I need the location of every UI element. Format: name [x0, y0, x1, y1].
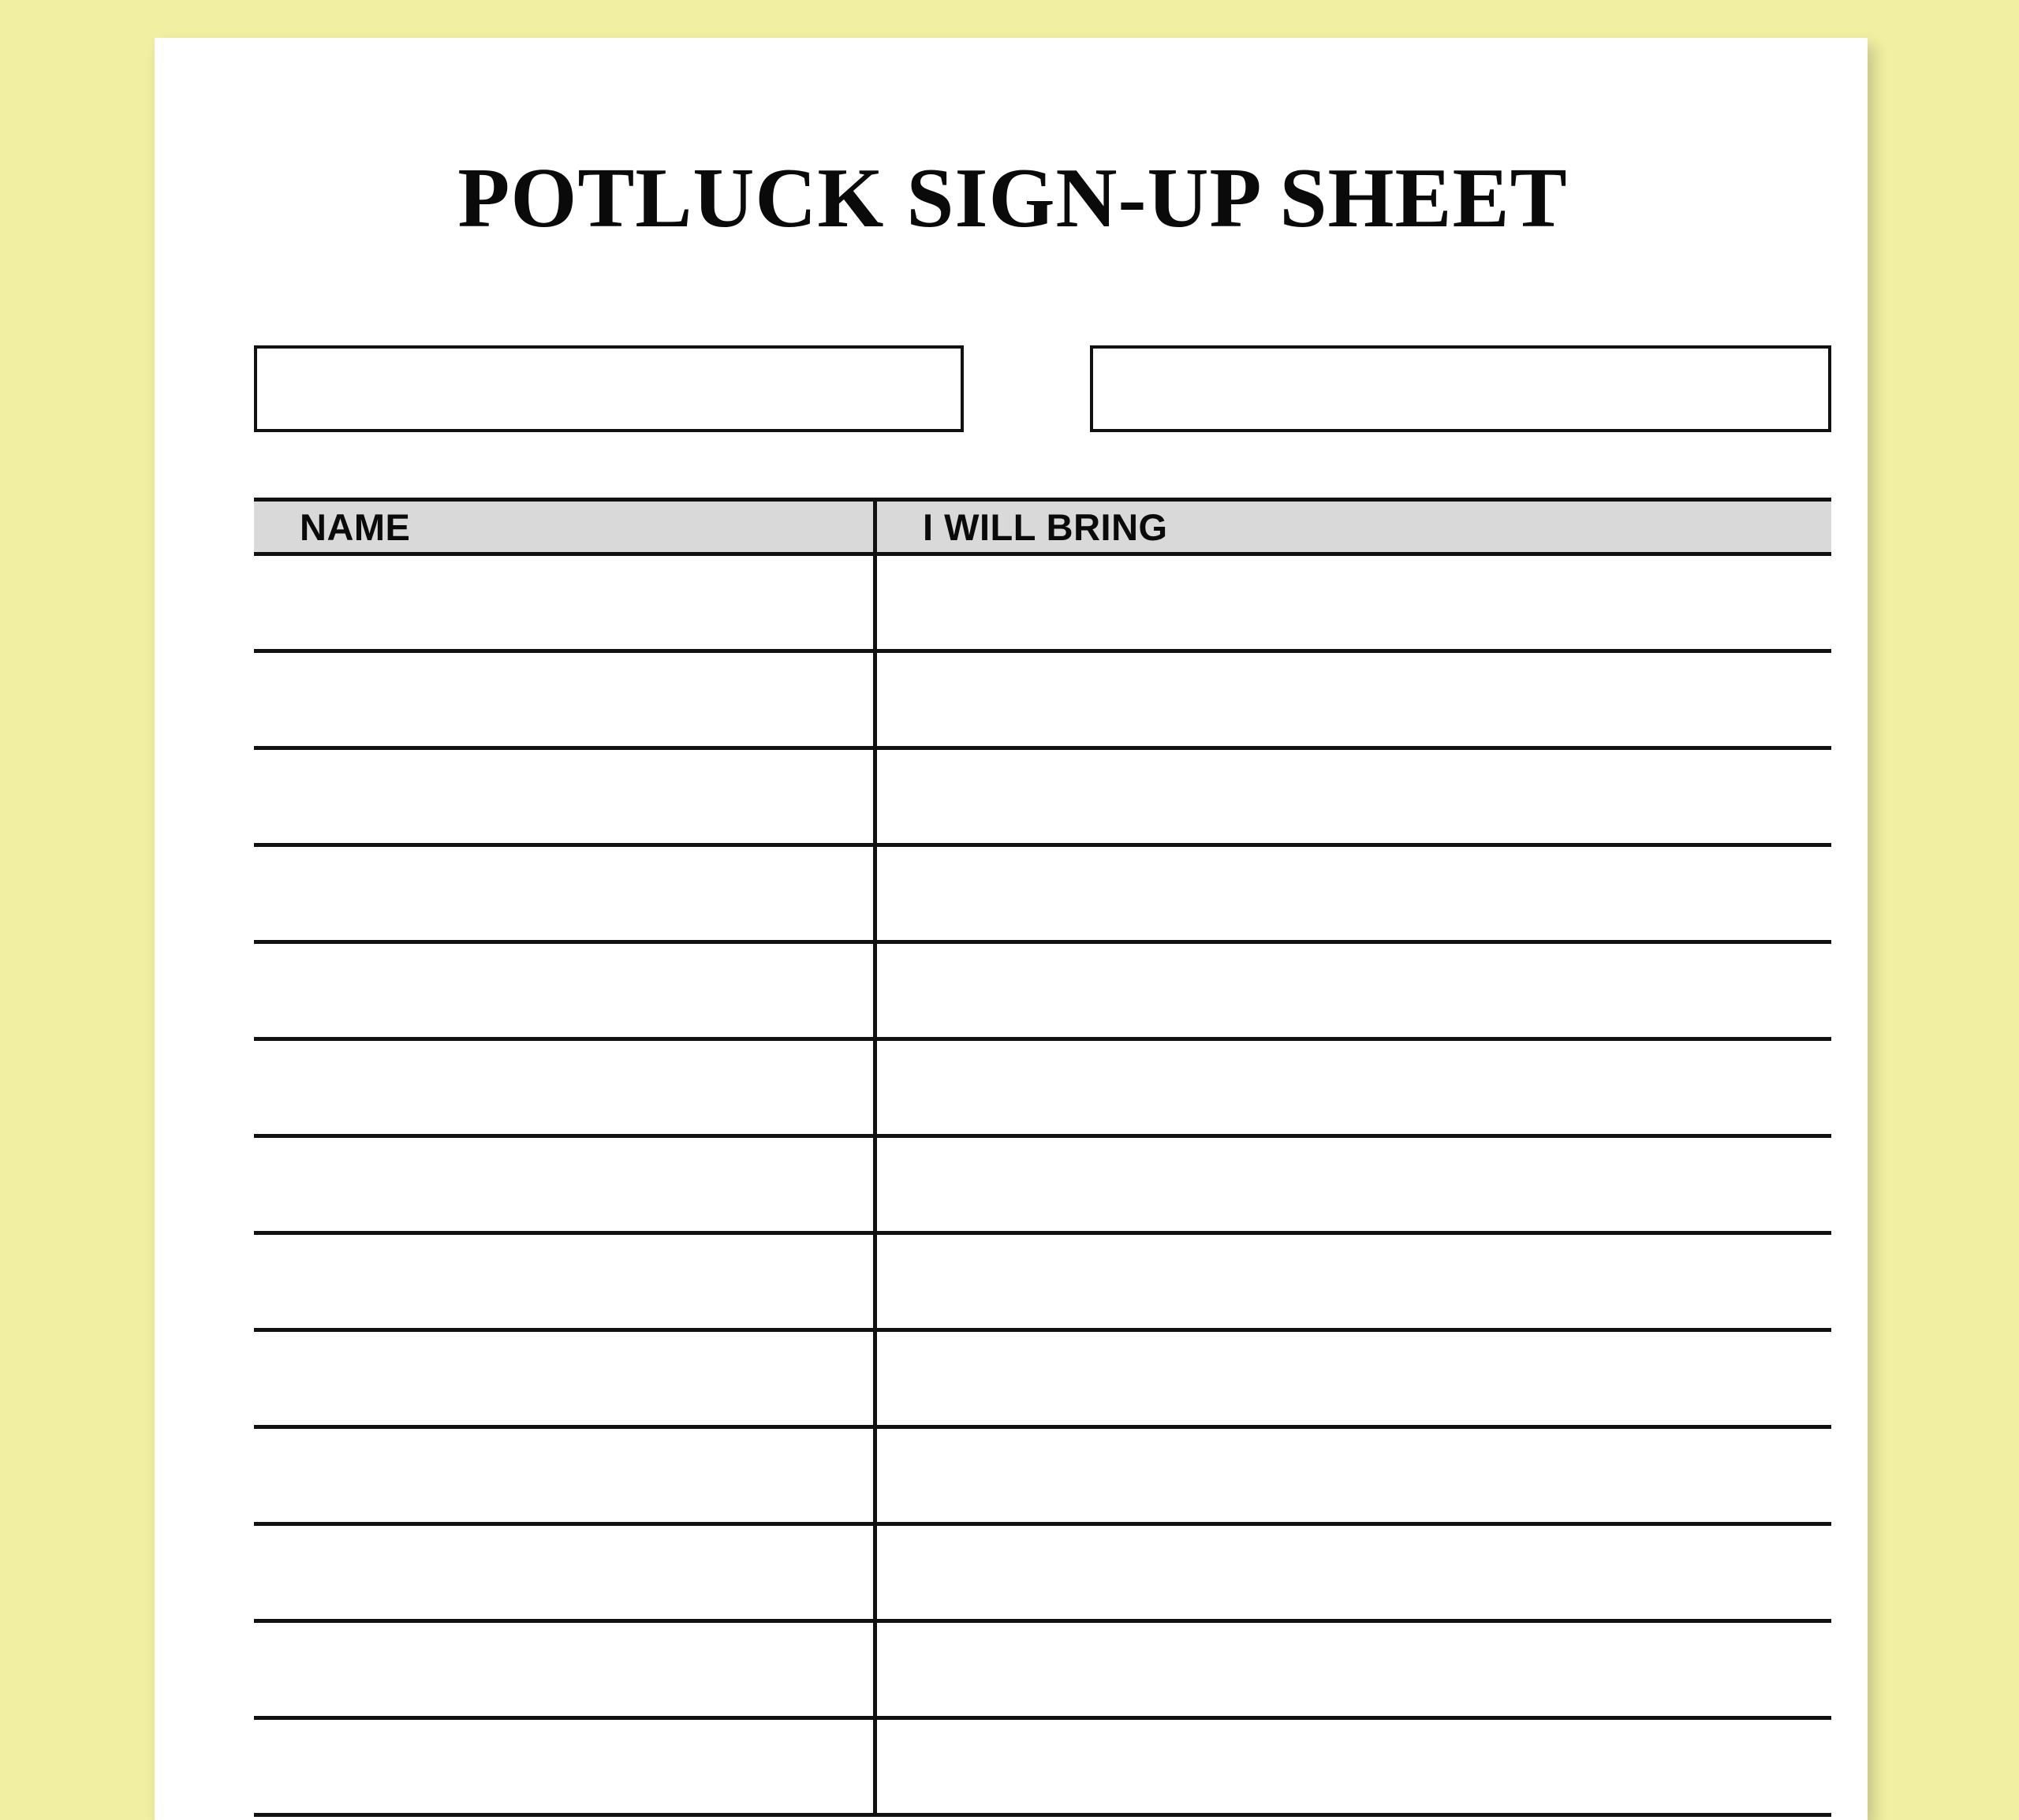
printable-sheet	[155, 38, 1868, 1820]
table-row[interactable]	[254, 1041, 1831, 1138]
cell-name[interactable]	[254, 750, 877, 843]
cell-i-will-bring[interactable]	[877, 847, 1831, 940]
cell-name[interactable]	[254, 556, 877, 649]
table-row[interactable]	[254, 1526, 1831, 1623]
cell-name[interactable]	[254, 944, 877, 1037]
cell-name[interactable]	[254, 1332, 877, 1425]
cell-name[interactable]	[254, 1720, 877, 1813]
cell-name[interactable]	[254, 1526, 877, 1619]
sheet-content	[252, 38, 1773, 1820]
table-row[interactable]	[254, 1720, 1831, 1817]
cell-i-will-bring[interactable]	[877, 653, 1831, 746]
cell-name[interactable]	[254, 1235, 877, 1328]
table-row[interactable]	[254, 944, 1831, 1041]
table-header-row	[254, 498, 1831, 556]
cell-i-will-bring[interactable]	[877, 1332, 1831, 1425]
column-header-name: NAME	[300, 505, 411, 548]
signup-table	[254, 498, 1831, 1817]
cell-i-will-bring[interactable]	[877, 944, 1831, 1037]
cell-name[interactable]	[254, 653, 877, 746]
cell-i-will-bring[interactable]	[877, 556, 1831, 649]
cell-i-will-bring[interactable]	[877, 1041, 1831, 1134]
cell-i-will-bring[interactable]	[877, 1235, 1831, 1328]
table-row[interactable]	[254, 556, 1831, 653]
cell-name[interactable]	[254, 847, 877, 940]
date-field[interactable]	[1090, 345, 1831, 432]
cell-name[interactable]	[254, 1138, 877, 1231]
table-row[interactable]	[254, 1138, 1831, 1235]
table-row[interactable]	[254, 1623, 1831, 1720]
cell-i-will-bring[interactable]	[877, 750, 1831, 843]
table-body	[254, 556, 1831, 1817]
cell-name[interactable]	[254, 1623, 877, 1716]
cell-name[interactable]	[254, 1429, 877, 1522]
table-row[interactable]	[254, 653, 1831, 750]
cell-i-will-bring[interactable]	[877, 1138, 1831, 1231]
column-header-i-will-bring: I WILL BRING	[923, 505, 1168, 548]
table-row[interactable]	[254, 1332, 1831, 1429]
table-row[interactable]	[254, 1429, 1831, 1526]
cell-name[interactable]	[254, 1041, 877, 1134]
table-row[interactable]	[254, 1235, 1831, 1332]
date-field-value	[1093, 349, 1828, 383]
cell-i-will-bring[interactable]	[877, 1526, 1831, 1619]
table-row[interactable]	[254, 750, 1831, 847]
event-field-value	[257, 349, 961, 383]
cell-i-will-bring[interactable]	[877, 1429, 1831, 1522]
table-row[interactable]	[254, 847, 1831, 944]
header-column-divider	[873, 498, 877, 556]
cell-i-will-bring[interactable]	[877, 1720, 1831, 1813]
cell-i-will-bring[interactable]	[877, 1623, 1831, 1716]
event-field[interactable]	[254, 345, 964, 432]
page-title: POTLUCK SIGN-UP SHEET	[457, 151, 1568, 245]
